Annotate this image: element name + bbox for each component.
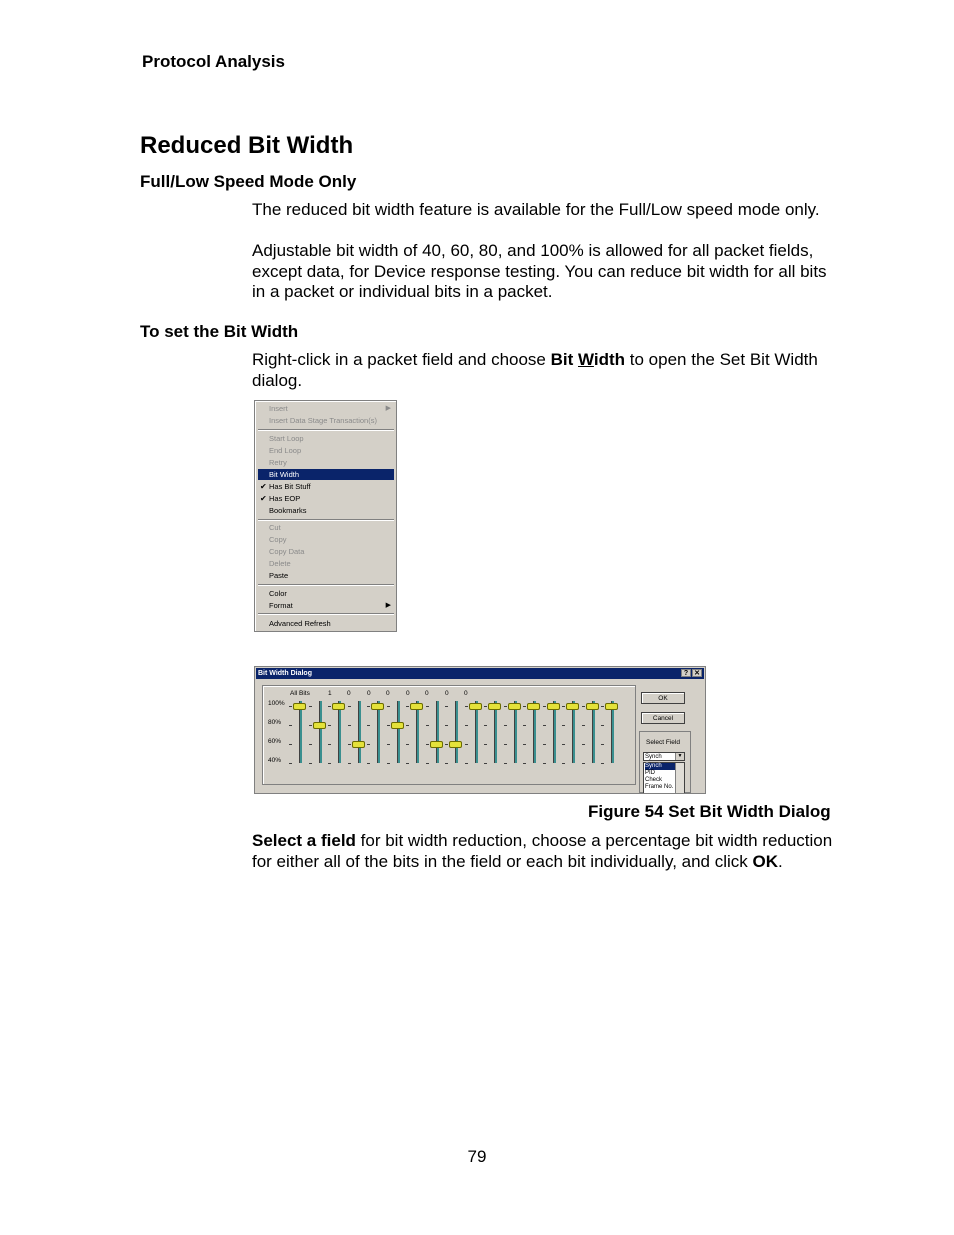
slider-tick	[406, 744, 409, 745]
slider-track	[319, 701, 322, 763]
page-title: Reduced Bit Width	[140, 132, 354, 159]
all-bits-label: All Bits	[290, 690, 310, 697]
slider-thumb[interactable]	[371, 703, 384, 710]
slider-tick	[328, 725, 331, 726]
section-heading-full-low: Full/Low Speed Mode Only	[140, 172, 357, 191]
slider-thumb[interactable]	[547, 703, 560, 710]
list-item[interactable]: Check	[645, 777, 663, 783]
slider-track	[533, 701, 536, 763]
slider-thumb[interactable]	[566, 703, 579, 710]
slider-tick	[601, 744, 604, 745]
slider-tick	[289, 744, 292, 745]
chevron-down-icon[interactable]: ▼	[675, 753, 684, 760]
slider-thumb[interactable]	[430, 741, 443, 748]
menu-item-color[interactable]: Color	[269, 589, 287, 598]
bit-slider[interactable]	[544, 701, 564, 765]
menu-item-has-bit-stuff[interactable]: ✔ Has Bit Stuff	[260, 482, 311, 491]
submenu-arrow-icon: ▶	[385, 405, 391, 412]
bit-slider[interactable]	[427, 701, 447, 765]
slider-tick	[426, 744, 429, 745]
running-header: Protocol Analysis	[142, 52, 285, 71]
list-item[interactable]: Synch	[645, 763, 675, 770]
cancel-button[interactable]: Cancel	[641, 712, 685, 724]
bit-slider[interactable]	[602, 701, 622, 765]
slider-tick	[484, 763, 487, 764]
dialog-title: Bit Width Dialog	[258, 670, 312, 677]
close-icon[interactable]: ✕	[692, 669, 702, 677]
slider-tick	[504, 706, 507, 707]
select-field-list[interactable]	[643, 762, 685, 794]
list-scrollbar[interactable]	[675, 763, 684, 793]
slider-thumb[interactable]	[332, 703, 345, 710]
slider-tick	[465, 706, 468, 707]
menu-item-retry[interactable]: Retry	[269, 458, 287, 467]
slider-thumb[interactable]	[469, 703, 482, 710]
slider-tick	[582, 725, 585, 726]
menu-item-bookmarks[interactable]: Bookmarks	[269, 506, 307, 515]
slider-tick	[523, 763, 526, 764]
select-field-label: Select Field	[646, 739, 680, 746]
slider-track	[436, 701, 439, 763]
menu-item-copy[interactable]: Copy	[269, 535, 287, 544]
menu-item-copy-data[interactable]: Copy Data	[269, 547, 305, 556]
slider-track	[338, 701, 341, 763]
combo-value: Synch	[645, 754, 662, 760]
slider-tick	[484, 725, 487, 726]
help-icon[interactable]: ?	[681, 669, 691, 677]
slider-tick	[562, 725, 565, 726]
slider-track	[475, 701, 478, 763]
slider-tick	[523, 706, 526, 707]
slider-thumb[interactable]	[352, 741, 365, 748]
slider-tick	[426, 763, 429, 764]
slider-tick	[465, 763, 468, 764]
bit-slider[interactable]	[563, 701, 583, 765]
slider-thumb[interactable]	[586, 703, 599, 710]
slider-tick	[406, 725, 409, 726]
slider-tick	[289, 725, 292, 726]
slider-thumb[interactable]	[488, 703, 501, 710]
instr-bold-underlined: W	[578, 350, 594, 369]
slider-tick	[582, 744, 585, 745]
bit-slider[interactable]	[407, 701, 427, 765]
slider-tick	[328, 763, 331, 764]
slider-tick	[309, 763, 312, 764]
slider-track	[592, 701, 595, 763]
slider-tick	[309, 744, 312, 745]
slider-thumb[interactable]	[449, 741, 462, 748]
menu-separator	[258, 519, 394, 521]
dialog-title-bar	[256, 668, 704, 679]
slider-tick	[582, 706, 585, 707]
paragraph-instructions	[252, 350, 842, 391]
bit-label: 0	[367, 690, 371, 697]
pct-label-40: 40%	[268, 757, 282, 764]
list-item[interactable]: Frame No.	[645, 784, 674, 790]
all-bits-slider[interactable]	[290, 701, 310, 765]
list-item[interactable]: PID	[645, 770, 656, 776]
instr-bold-a: Bit	[550, 350, 578, 369]
slider-tick	[484, 744, 487, 745]
slider-tick	[445, 706, 448, 707]
slider-tick	[504, 744, 507, 745]
bit-slider[interactable]	[524, 701, 544, 765]
instr-text: Right-click in a packet field and choose	[252, 350, 551, 369]
closing-text: for bit width reduction, choose a percentage bit width reduction for either all of the bits in the field or each bit individually, and click	[252, 831, 833, 871]
slider-tick	[387, 744, 390, 745]
bit-label: 0	[406, 690, 410, 697]
bit-slider[interactable]	[349, 701, 369, 765]
closing-bold-ok: OK	[752, 851, 779, 871]
checkmark-icon: ✔	[260, 494, 267, 503]
menu-item-delete[interactable]: Delete	[269, 559, 291, 568]
pct-label-100: 100%	[268, 700, 285, 707]
pct-label-60: 60%	[268, 738, 282, 745]
slider-tick	[289, 706, 292, 707]
bit-slider[interactable]	[446, 701, 466, 765]
closing-end: .	[778, 851, 783, 871]
slider-tick	[367, 763, 370, 764]
bit-label: 1	[328, 690, 332, 697]
slider-tick	[445, 744, 448, 745]
slider-tick	[426, 706, 429, 707]
bit-slider[interactable]	[485, 701, 505, 765]
slider-tick	[348, 744, 351, 745]
slider-thumb[interactable]	[508, 703, 521, 710]
slider-tick	[406, 706, 409, 707]
bit-label: 0	[445, 690, 449, 697]
menu-item-insert-data-stage[interactable]: Insert Data Stage Transaction(s)	[269, 416, 377, 425]
menu-item-format[interactable]: Format ▶	[269, 601, 391, 610]
slider-tick	[582, 763, 585, 764]
slider-track	[455, 701, 458, 763]
slider-tick	[523, 744, 526, 745]
slider-tick	[348, 706, 351, 707]
slider-tick	[543, 763, 546, 764]
slider-thumb[interactable]	[410, 703, 423, 710]
slider-track	[494, 701, 497, 763]
submenu-arrow-icon: ▶	[385, 602, 391, 609]
menu-item-insert[interactable]: Insert ▶	[269, 404, 391, 413]
slider-tick	[348, 763, 351, 764]
paragraph-adjustable-width: Adjustable bit width of 40, 60, 80, and 100% is allowed for all packet fields, except data, for Device response testing. You can reduce bit width for all bits in a packet or individual bits in a packet.	[252, 241, 827, 301]
bit-slider[interactable]	[466, 701, 486, 765]
bit-slider[interactable]	[583, 701, 603, 765]
slider-tick	[504, 763, 507, 764]
bit-slider[interactable]	[388, 701, 408, 765]
closing-bold-select: Select a field	[252, 831, 356, 850]
bit-label: 0	[425, 690, 429, 697]
slider-track	[572, 701, 575, 763]
slider-tick	[601, 725, 604, 726]
slider-tick	[445, 763, 448, 764]
slider-thumb[interactable]	[391, 722, 404, 729]
bit-slider[interactable]	[368, 701, 388, 765]
paragraph-closing	[252, 831, 842, 872]
bit-label: 0	[464, 690, 468, 697]
slider-tick	[387, 706, 390, 707]
slider-tick	[465, 744, 468, 745]
ok-button[interactable]: OK	[641, 692, 685, 704]
slider-tick	[465, 725, 468, 726]
page-number: 79	[467, 1147, 487, 1166]
slider-track	[514, 701, 517, 763]
slider-tick	[289, 763, 292, 764]
slider-tick	[504, 725, 507, 726]
pct-label-80: 80%	[268, 719, 282, 726]
menu-item-start-loop[interactable]: Start Loop	[269, 434, 304, 443]
slider-track	[358, 701, 361, 763]
instr-text-end: to open the Set Bit Width dialog.	[252, 350, 818, 390]
menu-separator	[258, 429, 394, 431]
slider-tick	[523, 725, 526, 726]
slider-tick	[309, 725, 312, 726]
slider-tick	[367, 744, 370, 745]
bit-label: 0	[347, 690, 351, 697]
slider-tick	[309, 706, 312, 707]
slider-tick	[387, 763, 390, 764]
instr-bold-b: idth	[593, 350, 626, 369]
slider-tick	[445, 725, 448, 726]
slider-track	[553, 701, 556, 763]
slider-tick	[543, 706, 546, 707]
menu-item-paste[interactable]: Paste	[269, 571, 289, 580]
bit-slider[interactable]	[505, 701, 525, 765]
slider-tick	[601, 706, 604, 707]
menu-item-has-eop[interactable]: ✔ Has EOP	[260, 494, 301, 503]
slider-tick	[328, 744, 331, 745]
select-field-group	[639, 731, 691, 793]
slider-tick	[562, 744, 565, 745]
slider-tick	[367, 725, 370, 726]
slider-tick	[367, 706, 370, 707]
menu-item-advanced-refresh[interactable]: Advanced Refresh	[269, 619, 331, 628]
slider-tick	[406, 763, 409, 764]
slider-tick	[562, 763, 565, 764]
slider-tick	[328, 706, 331, 707]
slider-track	[611, 701, 614, 763]
slider-tick	[543, 744, 546, 745]
slider-tick	[426, 725, 429, 726]
menu-item-cut[interactable]: Cut	[269, 523, 281, 532]
bit-slider[interactable]	[329, 701, 349, 765]
menu-separator	[258, 613, 394, 615]
slider-thumb[interactable]	[605, 703, 618, 710]
slider-tick	[387, 725, 390, 726]
checkmark-icon: ✔	[260, 482, 267, 491]
figure-caption: Figure 54 Set Bit Width Dialog	[588, 802, 831, 821]
slider-track	[299, 701, 302, 763]
bit-width-dialog	[254, 666, 706, 794]
context-menu	[254, 400, 397, 632]
slider-tick	[484, 706, 487, 707]
bit-label: 0	[386, 690, 390, 697]
paragraph-availability: The reduced bit width feature is available for the Full/Low speed mode only.	[252, 200, 820, 219]
slider-track	[397, 701, 400, 763]
section-heading-set-bit-width: To set the Bit Width	[140, 322, 299, 341]
slider-thumb[interactable]	[313, 722, 326, 729]
bit-slider[interactable]	[310, 701, 330, 765]
slider-track	[377, 701, 380, 763]
slider-tick	[562, 706, 565, 707]
slider-track	[416, 701, 419, 763]
slider-tick	[348, 725, 351, 726]
slider-tick	[601, 763, 604, 764]
select-field-combo[interactable]	[643, 752, 685, 761]
slider-thumb[interactable]	[293, 703, 306, 710]
menu-item-end-loop[interactable]: End Loop	[269, 446, 302, 455]
slider-thumb[interactable]	[527, 703, 540, 710]
slider-tick	[543, 725, 546, 726]
menu-separator	[258, 584, 394, 586]
menu-item-bit-width[interactable]: Bit Width	[258, 469, 394, 480]
